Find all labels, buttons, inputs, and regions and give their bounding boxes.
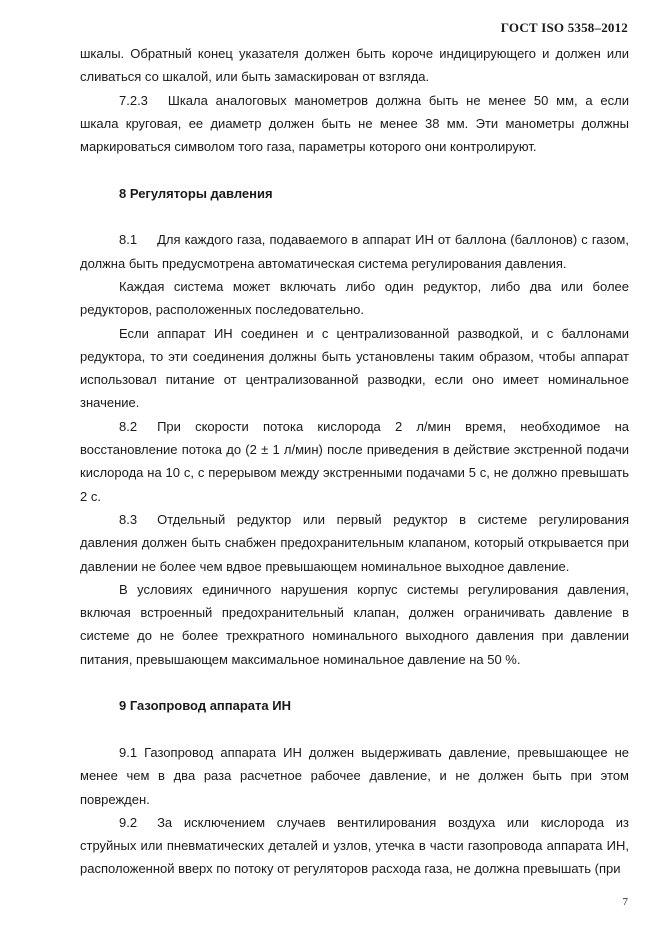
- clause-number: 8.1: [119, 232, 138, 248]
- clause-number: 8.2: [119, 418, 138, 434]
- paragraph-8-1: 8.1 Для каждого газа, подаваемого в аппарат ИН от баллона (баллонов) с газом, должна быть предусмотрена автоматическая система регулирования давления.: [80, 232, 629, 271]
- paragraph-9-1: 9.1 Газопровод аппарата ИН должен выдерживать давление, превышающее не менее чем в два раза расчетное рабочее давление, и не должен быть при этом поврежден.: [80, 744, 629, 807]
- paragraph-8-1-central: Если аппарат ИН соединен и с централизованной разводкой, и с баллонами редуктора, то эти соединения должны быть установлены таким образом, чтобы аппарат использовал питание от централизованной разводки, если оно имеет номинальное значение.: [80, 325, 629, 411]
- paragraph-9-2: 9.2 За исключением случаев вентилирования воздуха или кислорода из струйных или пневматических деталей и узлов, утечка в части газопровода аппарата ИН, расположенной вверх по потоку от регуляторов расхода газа, не должна превышать (при: [80, 814, 629, 877]
- paragraph-8-3-fault: В условиях единичного нарушения корпус системы регулирования давления, включая встроенный предохранительный клапан, должен ограничивать давление в системе до не более трехкратного номинального выходного давления при давлении питания, превышающем максимальное номинальное давление на 50 %.: [80, 581, 629, 667]
- paragraph-8-2: 8.2 При скорости потока кислорода 2 л/мин время, необходимое на восстановление потока до (2 ± 1 л/мин) после приведения в действие экстренной подачи кислорода на 10 с, с перерывом между экстренными подачами 5 с, не должно превышать 2 с.: [80, 418, 629, 504]
- section-heading-8: 8 Регуляторы давления: [119, 185, 273, 201]
- paragraph-8-1-systems: Каждая система может включать либо один редуктор, либо два или более редукторов, расположенных последовательно.: [80, 278, 629, 318]
- clause-number: 7.2.3: [119, 92, 148, 108]
- paragraph-8-3: 8.3 Отдельный редуктор или первый редуктор в системе регулирования давления должен быть снабжен предохранительным клапаном, который открывается при давлении не более чем вдвое превышающем номинальное выходное давление.: [80, 511, 629, 574]
- document-body: [80, 42, 629, 881]
- standard-header: ГОСТ ISO 5358–2012: [500, 20, 628, 35]
- paragraph-continuation: шкалы. Обратный конец указателя должен быть короче индицирующего и должен или сливаться со шкалой, или быть замаскирован от взгляда.: [80, 46, 629, 85]
- clause-number: 9.2: [119, 814, 138, 830]
- clause-number: 8.3: [119, 511, 138, 527]
- section-heading-9: 9 Газопровод аппарата ИН: [119, 698, 291, 714]
- paragraph-7-2-3: 7.2.3 Шкала аналоговых манометров должна быть не менее 50 мм, а если шкала круговая, ее диаметр должен быть не менее 38 мм. Эти манометры должны маркироваться символом того газа, параметры которого они контролируют.: [80, 92, 629, 155]
- page-number: 7: [622, 896, 628, 908]
